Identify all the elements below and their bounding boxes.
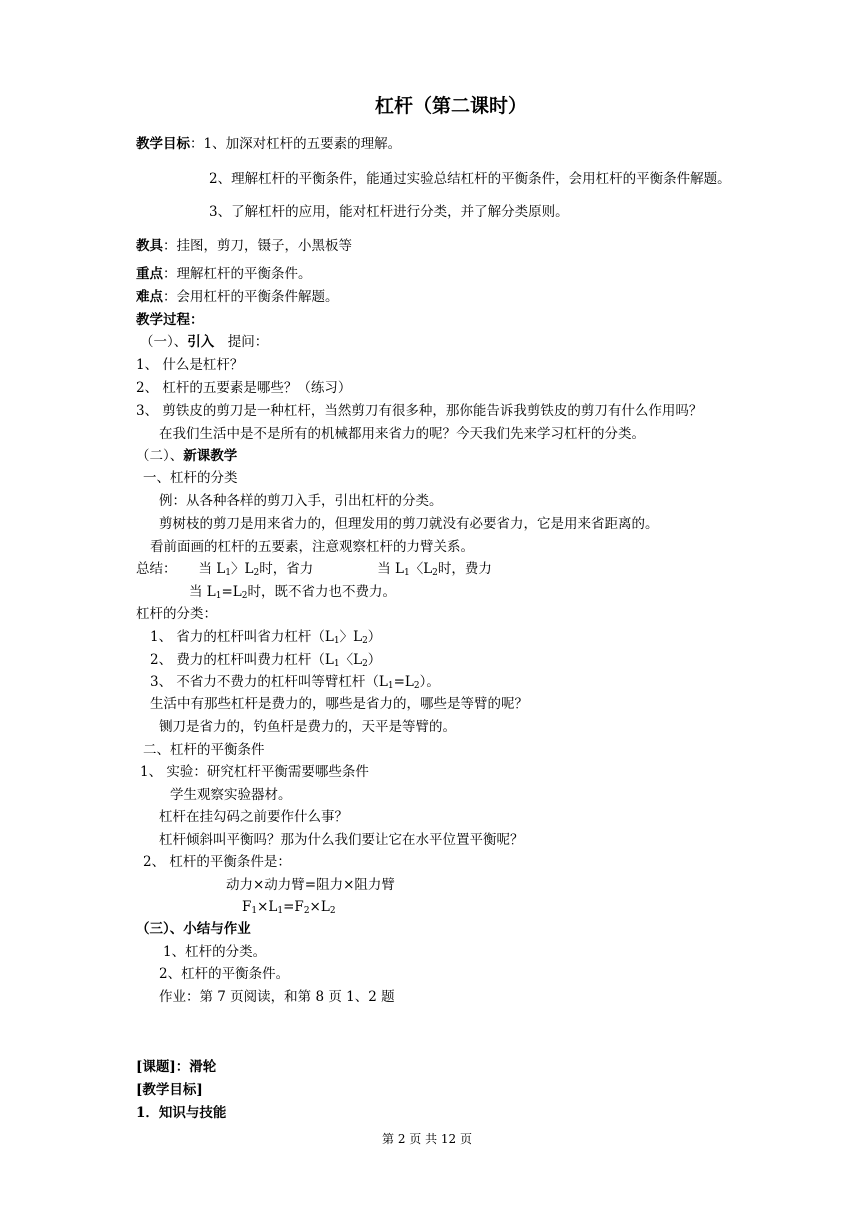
formula-part: =F xyxy=(283,899,304,915)
summary-text: =L xyxy=(221,584,242,600)
intro-question-cont: 在我们生活中是不是所有的机械都用来省力的呢？今天我们先来学习杠杆的分类。 xyxy=(159,426,645,442)
summary-text: 时，既不省力也不费力。 xyxy=(247,584,397,600)
page-title: 杠杆（第二课时） xyxy=(375,95,528,117)
summary-text: 〉L xyxy=(231,561,254,577)
section-heading: 二、杠杆的平衡条件 xyxy=(143,742,265,758)
subscript: 2 xyxy=(241,591,248,601)
intro-question: 3、 剪铁皮的剪刀是一种杠杆，当然剪刀有很多种，那你能告诉我剪铁皮的剪刀有什么作用吗？ xyxy=(136,403,703,419)
summary-text: 〈L xyxy=(409,561,433,577)
tools-colon: ： xyxy=(163,238,177,254)
classification-text: ） xyxy=(367,629,382,645)
subscript: 2 xyxy=(362,659,368,669)
classification-item xyxy=(150,651,381,669)
body-text: 看前面画的杠杆的五要素，注意观察杠杆的力臂关系。 xyxy=(150,539,474,555)
subscript: 2 xyxy=(362,636,368,646)
subscript: 1 xyxy=(251,906,258,916)
homework-text: 作业：第 7 页阅读，和第 8 页 1、2 题 xyxy=(159,989,395,1005)
summary-text: 当 L xyxy=(377,561,404,577)
subscript: 2 xyxy=(413,681,420,691)
classification-text: =L xyxy=(393,674,414,690)
tools-text: 挂图，剪刀，镊子，小黑板等 xyxy=(176,238,352,254)
subscript: 1 xyxy=(215,591,222,601)
intro-question: 2、 杠杆的五要素是哪些？（练习） xyxy=(136,380,352,396)
objective-item: 3、了解杠杆的应用，能对杠杆进行分类，并了解分类原则。 xyxy=(209,204,569,220)
summary-line-2 xyxy=(189,583,396,601)
formula-symbolic xyxy=(242,898,336,916)
summary-line-1 xyxy=(136,560,492,578)
next-knowledge-label: 1．知识与技能 xyxy=(136,1105,227,1121)
summary-text: 时，省力 xyxy=(259,561,314,577)
body-text: 学生观察实验器材。 xyxy=(170,787,292,803)
classification-text: 〉L xyxy=(339,629,363,645)
intro-prefix: （一）、 xyxy=(140,334,188,350)
next-topic: 滑轮 xyxy=(189,1059,217,1075)
objectives-line-1 xyxy=(136,135,401,153)
new-lesson-label: 新课教学 xyxy=(183,448,238,464)
body-text: 杠杆倾斜叫平衡吗？那为什么我们要让它在水平位置平衡呢？ xyxy=(159,832,524,848)
next-objectives-label: [教学目标] xyxy=(136,1082,203,1098)
intro-label: 引入 xyxy=(187,334,215,350)
difficulty-text: 会用杠杆的平衡条件解题。 xyxy=(176,289,339,305)
classification-text: ） xyxy=(367,652,382,668)
formula-part: F xyxy=(242,899,252,915)
objective-item: 2、理解杠杆的平衡条件，能通过实验总结杠杆的平衡条件，会用杠杆的平衡条件解题。 xyxy=(209,171,731,187)
classification-text: ）。 xyxy=(419,674,440,690)
intro-question: 1、 什么是杠杆？ xyxy=(136,357,244,373)
next-topic-line xyxy=(136,1058,216,1076)
key-point-label: 重点 xyxy=(136,266,163,282)
section-heading: 一、杠杆的分类 xyxy=(143,470,238,486)
new-lesson-prefix: （二）、 xyxy=(136,448,184,464)
summary-text: 当 L xyxy=(198,561,226,577)
summary-text: 时，费力 xyxy=(437,561,492,577)
key-point-line xyxy=(136,265,312,283)
classification-text: 〈L xyxy=(339,652,363,668)
classification-text: 1、 省力的杠杆叫省力杠杆（L xyxy=(150,629,334,645)
classification-text: 2、 费力的杠杆叫费力杠杆（L xyxy=(150,652,334,668)
formula-part: ×L xyxy=(309,899,330,915)
subscript: 1 xyxy=(333,636,340,646)
classification-text: 3、 不省力不费力的杠杆叫等臂杠杆（L xyxy=(150,674,388,690)
difficulty-line xyxy=(136,288,339,306)
tools-line xyxy=(136,237,352,255)
body-text: 2、 杠杆的平衡条件是： xyxy=(143,854,291,870)
formula-part: ×L xyxy=(257,899,278,915)
body-text: 剪树枝的剪刀是用来省力的，但理发用的剪刀就没有必要省力，它是用来省距离的。 xyxy=(159,516,659,532)
body-text: 铡刀是省力的，钓鱼杆是费力的，天平是等臂的。 xyxy=(159,719,456,735)
difficulty-label: 难点 xyxy=(136,289,163,305)
key-point-colon: ： xyxy=(163,266,177,282)
summary-label: 总结： xyxy=(136,561,177,577)
intro-after: 提问： xyxy=(214,334,269,350)
subscript: 1 xyxy=(225,568,231,578)
body-text: 1、 实验：研究杠杆平衡需要哪些条件 xyxy=(140,764,369,780)
tools-label: 教具 xyxy=(136,238,163,254)
process-label: 教学过程： xyxy=(136,312,204,328)
objectives-colon: ： xyxy=(190,136,204,152)
intro-heading xyxy=(140,333,268,351)
subscript: 2 xyxy=(432,568,438,578)
key-point-text: 理解杠杆的平衡条件。 xyxy=(176,266,312,282)
difficulty-colon: ： xyxy=(163,289,177,305)
objective-item: 1、加深对杠杆的五要素的理解。 xyxy=(203,136,402,152)
subscript: 2 xyxy=(253,568,260,578)
subscript: 1 xyxy=(333,659,340,669)
page-footer: 第 2 页 共 12 页 xyxy=(382,1132,472,1146)
next-topic-label: [课题]： xyxy=(136,1059,190,1075)
body-text: 杠杆在挂勾码之前要作什么事？ xyxy=(159,809,348,825)
summary-text: 当 L xyxy=(189,584,216,600)
classification-label: 杠杆的分类： xyxy=(136,606,217,622)
body-text: 生活中有那些杠杆是费力的，哪些是省力的，哪些是等臂的呢？ xyxy=(150,696,528,712)
body-text: 例：从各种各样的剪刀入手，引出杠杆的分类。 xyxy=(159,493,443,509)
formula-text: 动力×动力臂=阻力×阻力臂 xyxy=(226,877,395,893)
classification-item xyxy=(150,628,381,646)
new-lesson-heading xyxy=(136,447,237,465)
subscript: 2 xyxy=(329,906,336,916)
body-text: 2、杠杆的平衡条件。 xyxy=(159,966,290,982)
body-text: 1、杠杆的分类。 xyxy=(163,944,267,960)
subscript: 1 xyxy=(277,906,284,916)
subscript: 1 xyxy=(387,681,394,691)
objectives-label: 教学目标 xyxy=(136,136,190,152)
subscript: 1 xyxy=(403,568,410,578)
summary-heading: （三）、小结与作业 xyxy=(136,921,251,937)
subscript: 2 xyxy=(303,906,310,916)
classification-item xyxy=(150,673,440,691)
